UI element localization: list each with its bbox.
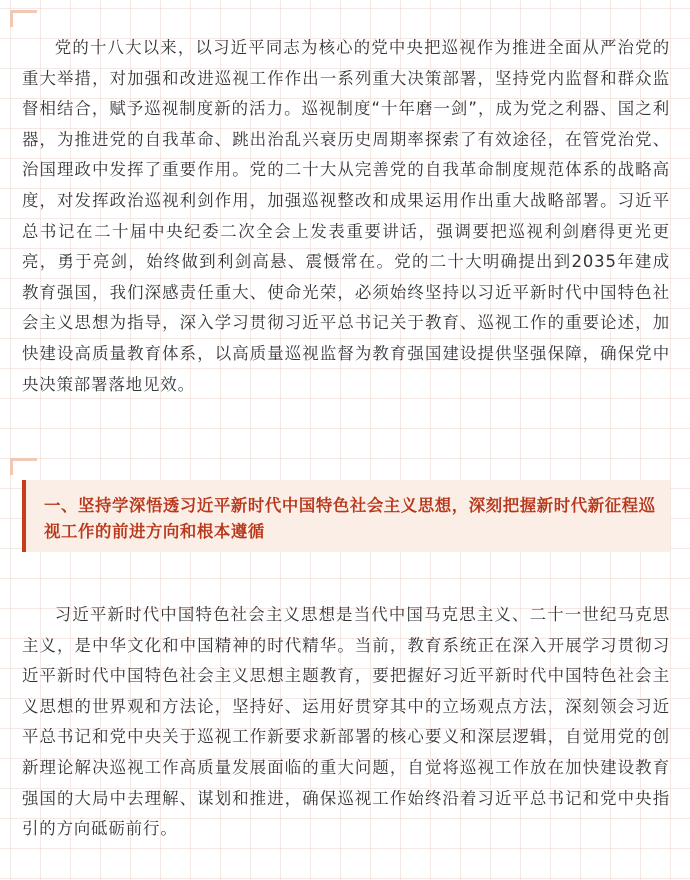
- section-heading: 一、坚持学深悟透习近平新时代中国特色社会主义思想，深刻把握新时代新征程巡视工作的前进方向和根本遵循: [44, 496, 656, 541]
- corner-bracket-top: [10, 10, 37, 27]
- section-heading-box: [22, 480, 670, 552]
- corner-bracket-section: [10, 458, 37, 475]
- body-paragraph-2: 习近平新时代中国特色社会主义思想是当代中国马克思主义、二十一世纪马克思主义，是中华文化和中国精神的时代精华。当前，教育系统正在深入开展学习贯彻习近平新时代中国特色社会主义思想主题教育，要把握好习近平新时代中国特色社会主义思想的世界观和方法论，坚持好、运用好贯穿其中的立场观点方法，深刻领会习近平总书记和党中央关于巡视工作新要求新部署的核心要义和深层逻辑，自觉用党的创新理论解决巡视工作高质量发展面临的重大问题，自觉将巡视工作放在加快建设教育强国的大局中去理解、谋划和推进，确保巡视工作始终沿着习近平总书记和党中央指引的方向砥砺前行。: [22, 605, 670, 839]
- body-paragraph-1: 党的十八大以来，以习近平同志为核心的党中央把巡视作为推进全面从严治党的重大举措，对加强和改进巡视工作作出一系列重大决策部署，坚持党内监督和群众监督相结合，赋予巡视制度新的活力。巡视制度“十年磨一剑”，成为党之利器、国之利器，为推进党的自我革命、跳出治乱兴衰历史周期率探索了有效途径，在管党治党、治国理政中发挥了重要作用。党的二十大从完善党的自我革命制度规范体系的战略高度，对发挥政治巡视利剑作用，加强巡视整改和成果运用作出重大战略部署。习近平总书记在二十届中央纪委二次全会上发表重要讲话，强调要把巡视利剑磨得更光更亮，勇于亮剑，始终做到利剑高悬、震慑常在。党的二十大明确提出到2035年建成教育强国，我们深感责任重大、使命光荣，必须始终坚持以习近平新时代中国特色社会主义思想为指导，深入学习贯彻习近平总书记关于教育、巡视工作的重要论述，加快建设高质量教育体系，以高质量巡视监督为教育强国建设提供坚强保障，确保党中央决策部署落地见效。: [22, 38, 670, 394]
